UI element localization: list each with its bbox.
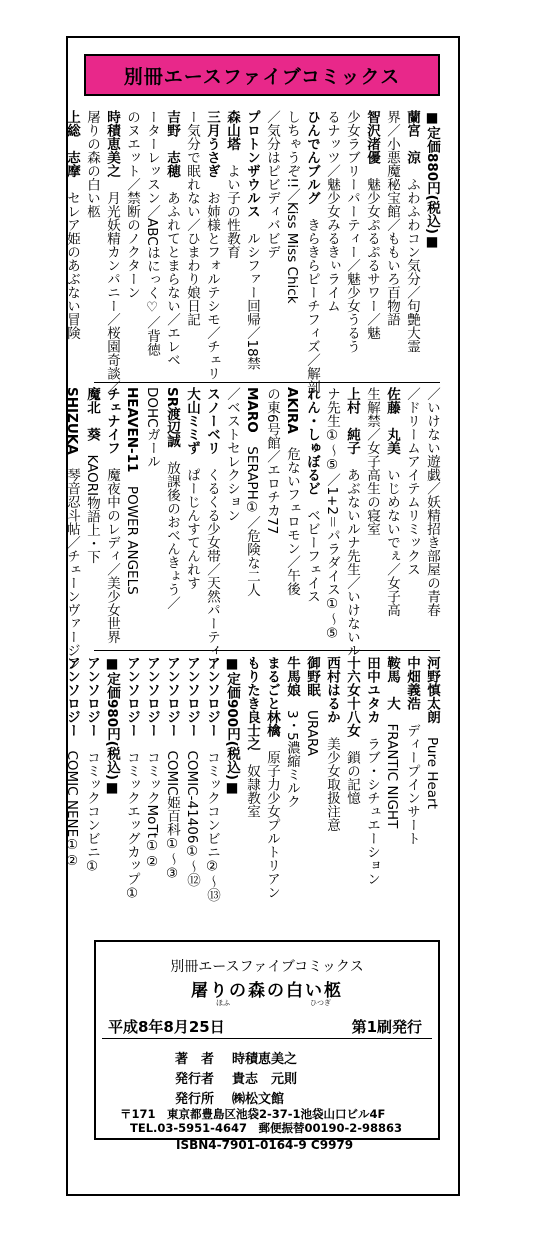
catalog-author: 田中ユタカ: [364, 656, 380, 724]
catalog-column: [403, 387, 420, 576]
catalog-titles: ／気分はピビディバビデ: [264, 110, 280, 259]
catalog-column: [203, 110, 220, 380]
colophon: [94, 940, 440, 1140]
catalog-author: HEAVEN-11: [124, 387, 140, 473]
catalog-column: [403, 110, 420, 353]
catalog-titles: のヌエット／禁断のノクターン: [124, 110, 140, 299]
catalog-column: [283, 387, 300, 596]
catalog-column: [123, 387, 140, 595]
catalog-titles: お姉様とフォルテシモ／チェリ: [204, 177, 220, 380]
catalog-column: [343, 110, 360, 353]
catalog-titles: FRANTIC NIGHT: [384, 710, 400, 829]
catalog-titles: しちゃうぞ!!／Kiss Miss Chick: [284, 110, 300, 304]
catalog-author: 上村 純子: [344, 387, 360, 455]
catalog-author: 中畑義浩: [404, 656, 420, 710]
catalog-column: [363, 110, 380, 340]
catalog-author: ■定価980円(税込)■: [104, 656, 120, 797]
divider: [94, 650, 440, 651]
catalog-column: [283, 656, 300, 808]
catalog-column: [303, 387, 320, 603]
catalog-column: [103, 387, 120, 644]
catalog-titles: セレア姫のあぶない冒険: [64, 177, 80, 340]
colophon-series: 別冊エースファイブコミックス: [170, 959, 364, 975]
catalog-author: チェナイフ: [104, 387, 120, 455]
catalog-author: 蘭宮 涼: [404, 110, 420, 164]
catalog-titles: ／ドリームアイテムリミックス: [404, 387, 420, 576]
catalog-author: SHIZUKA: [64, 387, 80, 455]
catalog-author: 魔北 葵: [84, 387, 100, 441]
catalog-author: MARO: [244, 387, 260, 433]
catalog-titles: POWER ANGELS: [124, 472, 140, 595]
publisher-key: 発行者: [174, 1072, 214, 1087]
catalog-column: [223, 110, 240, 259]
catalog-titles: ／ベストセレクション: [224, 387, 240, 522]
catalog-author: まるごと林檎: [264, 656, 280, 737]
catalog-column: [103, 656, 120, 796]
catalog-author: プロトンザウルス: [244, 110, 260, 218]
catalog-titles: SERAPH①／危険な二人: [244, 432, 260, 597]
catalog-titles: ー気分で眠れない／ひまわり娘日記: [184, 110, 200, 326]
catalog-titles: COMIC NENE①②: [64, 737, 80, 870]
catalog-column: [243, 110, 260, 370]
catalog-author: SR渡辺誠: [164, 387, 180, 448]
catalog-column: [203, 656, 220, 902]
catalog-column: [383, 387, 400, 617]
catalog-titles: コミックエッグカップ①: [124, 737, 140, 902]
catalog-column: [83, 656, 100, 875]
catalog-author: アンソロジー: [164, 656, 180, 737]
catalog-titles: ルシファー回帰／18禁: [244, 218, 260, 371]
catalog-titles: いじめないでぇ／女子高: [384, 454, 400, 617]
divider: [94, 382, 440, 383]
catalog-column: [363, 656, 380, 886]
catalog-author: 智沢渚優: [364, 110, 380, 164]
catalog-titles: DOHCガール: [144, 387, 160, 469]
catalog-author: アンソロジー: [124, 656, 140, 737]
catalog-column: [63, 110, 80, 340]
edition-label: 第1刷発行: [351, 1018, 422, 1036]
catalog-titles: ベビーフェイス: [304, 495, 320, 603]
catalog-author: スノーベリ: [204, 387, 220, 455]
catalog-author: れん・しゅぼるど: [304, 387, 320, 495]
catalog-author: 佐藤 丸美: [384, 387, 400, 455]
catalog-column: [183, 110, 200, 326]
author-value: 時積恵美之: [232, 1052, 298, 1067]
publication-date: 平成8年8月25日: [108, 1018, 225, 1036]
catalog-titles: きらきらピーチフィズ／解剖: [304, 204, 320, 394]
title-ruby-hofu: ほふ: [216, 999, 230, 1007]
catalog-column: [323, 656, 340, 832]
catalog-titles: 3・5濃縮ミルク: [284, 696, 300, 809]
catalog-author: 河野慎太朗: [424, 656, 440, 724]
isbn: ISBN4-7901-0164-9 C9979: [176, 1138, 354, 1152]
colophon-rule: [102, 1038, 432, 1039]
catalog-author: ひんでんブルグ: [304, 110, 320, 205]
house-value: ㈱松文館: [232, 1092, 285, 1107]
catalog-column: [423, 387, 440, 617]
catalog-column: [383, 656, 400, 828]
catalog-author: 鞍馬 大: [384, 656, 400, 710]
catalog-titles: あふれてとまらない／エレベ: [164, 177, 180, 367]
author-key: 著 者: [174, 1052, 214, 1067]
address-line: 〒171 東京都豊島区池袋2-37-1池袋山口ビル4F: [120, 1107, 386, 1121]
catalog-titles: 魔夜中のレディ／美少女世界: [104, 454, 120, 644]
catalog-titles: 屠りの森の白い柩: [84, 110, 100, 218]
catalog-titles: URARA: [304, 696, 320, 757]
catalog-column: [63, 656, 80, 869]
catalog-column: [423, 110, 440, 250]
catalog-column: [63, 387, 80, 671]
colophon-title: 屠りの森の白い柩: [191, 981, 343, 1001]
catalog-column: [243, 656, 260, 818]
catalog-author: AKIRA: [284, 387, 300, 434]
catalog-titles: の東6号館／エロチカ77: [264, 387, 280, 535]
catalog-panel-900-980: [64, 656, 440, 928]
catalog-column: [223, 387, 240, 522]
catalog-author: アンソロジー: [64, 656, 80, 737]
catalog-titles: 美少女取扱注意: [324, 723, 340, 832]
title-ruby-hitsugi: ひつぎ: [310, 999, 331, 1007]
catalog-titles: ぱーじんすてんれす: [184, 454, 200, 590]
catalog-author: 上総 志摩: [64, 110, 80, 178]
catalog-column: [423, 656, 440, 809]
catalog-panel-continued: [64, 387, 440, 671]
catalog-titles: よい子の性教育: [224, 150, 240, 259]
catalog-column: [303, 110, 320, 394]
catalog-column: [183, 656, 200, 886]
catalog-titles: COMIC-41406①〜⑫: [184, 737, 200, 887]
catalog-column: [263, 656, 280, 899]
catalog-author: アンソロジー: [184, 656, 200, 737]
catalog-column: [103, 110, 120, 394]
catalog-titles: 少女ラブリーパーティー／魅少女うるう: [344, 110, 360, 353]
catalog-titles: るナッツ／魅少女みるきぃライム: [324, 110, 340, 313]
catalog-titles: 鎖の記憶: [344, 737, 360, 805]
catalog-author: 森山塔: [224, 110, 240, 151]
catalog-column: [223, 656, 240, 796]
catalog-column: [343, 387, 360, 657]
catalog-author: 大山ミミず: [184, 387, 200, 455]
catalog-author: ■定価880円(税込)■: [424, 110, 440, 251]
phone-line: TEL.03-5951-4647 郵便振替00190-2-98863: [130, 1121, 403, 1135]
catalog-titles: くるくる少女帯／天然パーティー: [204, 454, 220, 671]
catalog-panel-880: [64, 110, 440, 394]
catalog-column: [403, 656, 420, 845]
catalog-titles: 危ないフェロモン／午後: [284, 433, 300, 596]
catalog-column: [263, 387, 280, 534]
catalog-author: アンソロジー: [84, 656, 100, 737]
publisher-value: 貴志 元則: [232, 1072, 298, 1087]
catalog-author: 御野眠: [304, 656, 320, 697]
catalog-column: [123, 110, 140, 299]
catalog-column: [163, 110, 180, 367]
catalog-titles: ふわふわコン気分／句艶大霊: [404, 164, 420, 353]
catalog-column: [143, 656, 160, 870]
catalog-titles: COMIC姫百科①〜③: [164, 737, 180, 882]
catalog-author: 三月うさぎ: [204, 110, 220, 178]
catalog-column: [163, 387, 180, 610]
catalog-titles: KAORI物語上・下: [84, 441, 100, 564]
catalog-column: [163, 656, 180, 882]
catalog-column: [203, 387, 220, 671]
catalog-titles: ーターレッスン／ABCはにっく♡／背徳: [144, 110, 160, 357]
catalog-column: [363, 387, 380, 536]
catalog-titles: ディープインサート: [404, 710, 420, 845]
catalog-column: [143, 387, 160, 468]
catalog-titles: 放課後のおべんきょう／: [164, 447, 180, 610]
catalog-column: [303, 656, 320, 756]
catalog-author: 十六女十八女: [344, 656, 360, 737]
catalog-column: [323, 110, 340, 313]
catalog-titles: あぶないルナ先生／いけないル: [344, 454, 360, 657]
catalog-column: [123, 656, 140, 902]
catalog-titles: 魅少女ぷるぷるサワー／魅: [364, 164, 380, 340]
catalog-column: [343, 656, 360, 805]
catalog-titles: コミックコンビニ②〜⑬: [204, 737, 220, 902]
catalog-column: [323, 387, 340, 642]
catalog-column: [83, 110, 100, 218]
catalog-titles: コミックMoTt①②: [144, 737, 160, 870]
catalog-column: [183, 387, 200, 590]
catalog-author: 時積恵美之: [104, 110, 120, 178]
catalog-titles: 界／小悪魔秘宝館／ももいろ百物語: [384, 110, 400, 326]
catalog-column: [143, 110, 160, 356]
catalog-titles: ／いけない遊戯／妖精招き部屋の青春: [424, 387, 440, 617]
catalog-titles: ラブ・シチュエーション: [364, 723, 380, 886]
catalog-author: アンソロジー: [144, 656, 160, 737]
catalog-titles: ナ先生①〜⑤／1+2＝パラダイス①〜⑤: [324, 387, 340, 642]
catalog-titles: 生解禁／女子高生の寝室: [364, 387, 380, 536]
catalog-titles: Pure Heart: [424, 723, 440, 809]
catalog-column: [383, 110, 400, 326]
catalog-author: ■定価900円(税込)■: [224, 656, 240, 797]
catalog-author: アンソロジー: [204, 656, 220, 737]
series-banner-title: 別冊エースファイブコミックス: [123, 65, 401, 88]
catalog-titles: 奴隷教室: [244, 750, 260, 818]
catalog-column: [83, 387, 100, 564]
catalog-author: 牛馬娘: [284, 656, 300, 697]
catalog-author: もりたき良士之: [244, 656, 260, 751]
catalog-author: 吉野 志穂: [164, 110, 180, 178]
catalog-author: 西村はるか: [324, 656, 340, 724]
catalog-titles: コミックコンビニ①: [84, 737, 100, 875]
catalog-titles: 原子力少女プルトリアン: [264, 737, 280, 899]
series-banner: [84, 54, 440, 96]
catalog-column: [283, 110, 300, 304]
catalog-column: [263, 110, 280, 259]
catalog-titles: 月光妖精カンパニー／桜園奇談／: [104, 177, 120, 394]
catalog-titles: 琴音忍斗帖／チェーンヴァージン: [64, 454, 80, 671]
catalog-column: [243, 387, 260, 597]
house-key: 発行所: [174, 1092, 214, 1107]
